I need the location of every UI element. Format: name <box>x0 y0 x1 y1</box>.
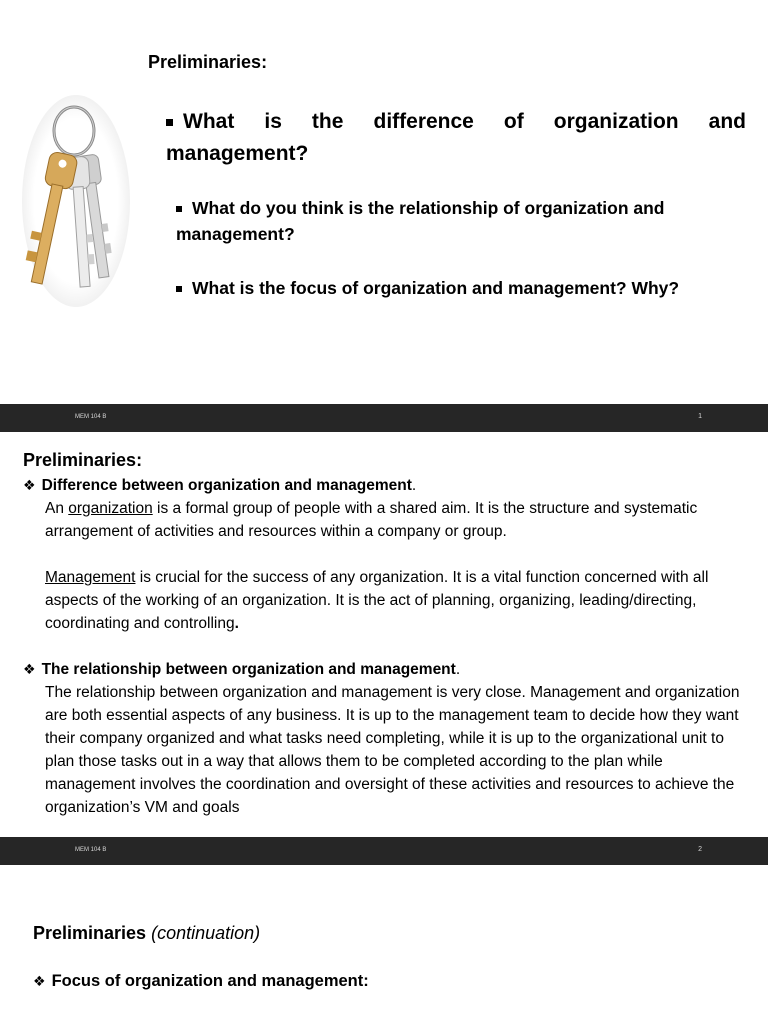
slide-1 <box>0 0 768 404</box>
page-number: 2 <box>698 846 702 853</box>
question-3: What is the focus of organization and management? Why? <box>176 275 756 301</box>
diamond-bullet-icon: ❖ <box>23 662 36 678</box>
slide-1-title: Preliminaries: <box>148 52 268 72</box>
question-1: What is the difference of organization and management? <box>166 110 746 165</box>
page-number: 1 <box>698 413 702 420</box>
relationship-paragraph: The relationship between organization and management is very close. Management and organization are both essential aspects of any business. It is up to the management team to decide how they want their company organized and what tasks need completing, while it is up to the organizational unit to plan those tasks out in a way that allows them to be completed according to the plan while management involves the coordination and oversight of these activities and resources to achieve the organization’s VM and goals <box>45 684 740 816</box>
slide-3-title: Preliminaries (continuation) <box>33 923 261 943</box>
square-bullet-icon <box>176 206 182 212</box>
slide-2-footer <box>0 837 768 865</box>
square-bullet-icon <box>166 119 173 126</box>
slide-2-title: Preliminaries: <box>23 450 143 470</box>
diamond-bullet-icon: ❖ <box>23 478 36 494</box>
section-heading-difference: ❖ Difference between organization and management. <box>23 477 417 494</box>
keys-image <box>22 95 130 307</box>
course-code: MEM 104 B <box>75 414 107 420</box>
square-bullet-icon <box>176 286 182 292</box>
section-heading-focus: ❖ Focus of organization and management: <box>33 972 369 990</box>
section-heading-relationship: ❖ The relationship between organization and management. <box>23 661 461 678</box>
organization-definition: An organization is a formal group of people with a shared aim. It is the structure and systematic arrangement of activities and resources within a company or group. <box>45 500 698 540</box>
question-2: What do you think is the relationship of organization and management? <box>176 198 665 244</box>
slide-1-footer <box>0 404 768 432</box>
course-code: MEM 104 B <box>75 847 107 853</box>
organization-term: organization <box>68 500 153 517</box>
slide-2 <box>0 432 768 837</box>
diamond-bullet-icon: ❖ <box>33 974 46 990</box>
keys-icon <box>22 95 130 307</box>
management-definition: Management is crucial for the success of any organization. It is a vital function concerned with all aspects of the working of an organization. It is the act of planning, organizing, leading/directing, coordinating and controlling. <box>45 569 709 632</box>
management-term: Management <box>45 569 136 586</box>
